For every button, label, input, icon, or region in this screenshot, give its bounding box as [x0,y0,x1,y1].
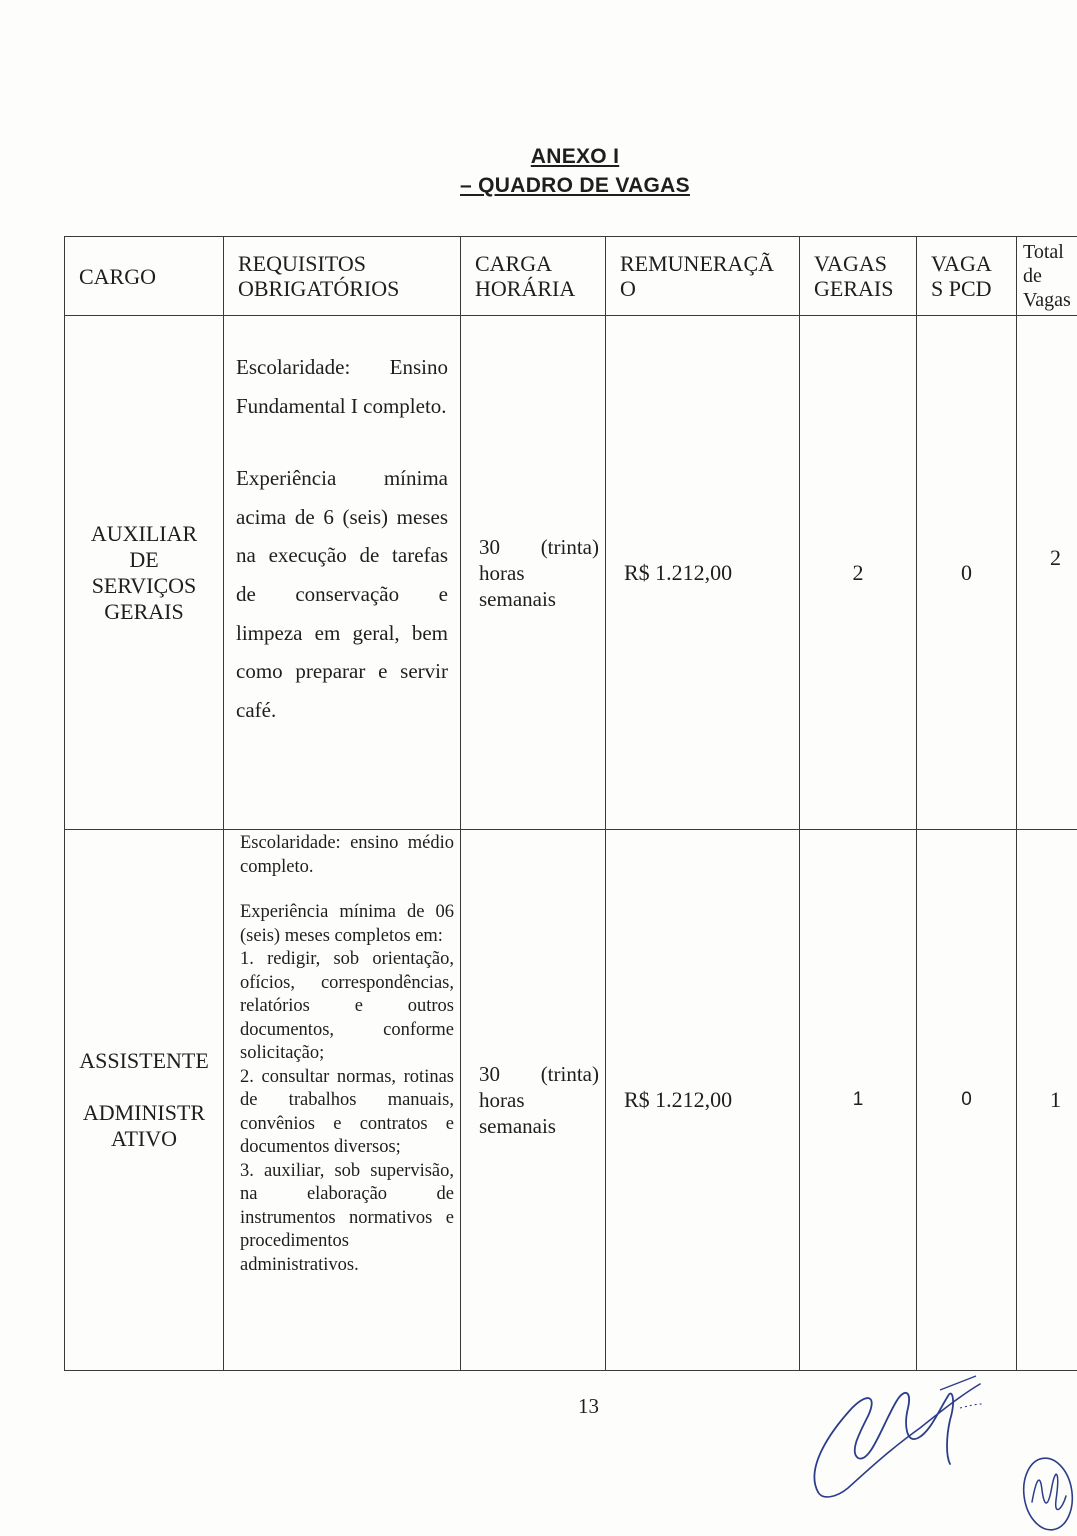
carga-cell: 30 (trinta) horas semanais [461,830,606,1371]
experiencia-text: Experiência mínima acima de 6 (seis) meses na execução de tarefas de conservação e limpeza em geral, bem como preparar e servir café. [236,466,448,722]
experiencia-intro-text: Experiência mínima de 06 (seis) meses completos em: [240,902,454,946]
annex-subtitle: – QUADRO DE VAGAS [460,174,690,197]
header-vagas-gerais: VAGAS GERAIS [800,237,917,316]
header-requisitos: REQUISITOS OBRIGATÓRIOS [224,237,461,316]
header-vagas-pcd: VAGA S PCD [917,237,1017,316]
remuneracao-cell: R$ 1.212,00 [606,316,800,830]
signature-image [800,1360,1077,1536]
requisitos-cell [224,316,461,830]
escolaridade-text: Escolaridade: ensino médio completo. [240,833,454,877]
table-row [65,316,1077,830]
escolaridade-text: Escolaridade: Ensino Fundamental I completo. [236,355,448,418]
table-header-row [65,237,1077,316]
vagas-gerais-cell: 1 [800,830,917,1371]
vagas-pcd-cell: 0 [917,316,1017,830]
cargo-cell: ASSISTENTE ADMINISTR ATIVO [65,830,224,1371]
carga-cell: 30 (trinta) horas semanais [461,316,606,830]
requisito-item-2: 2. consultar normas, rotinas de trabalhos manuais, convênios e contratos e documentos diversos; [240,1066,454,1157]
page-number: 13 [578,1394,599,1418]
header-total-vagas: Total de Vagas [1017,237,1077,316]
requisitos-cell [224,830,461,1371]
header-carga-horaria: CARGA HORÁRIA [461,237,606,316]
annex-title: ANEXO I [530,145,620,168]
header-cargo: CARGO [65,237,224,316]
remuneracao-cell: R$ 1.212,00 [606,830,800,1371]
vacancy-table [64,236,1077,1371]
vagas-pcd-cell: 0 [917,830,1017,1371]
header-remuneracao: REMUNERAÇÃ O [606,237,800,316]
requisito-item-1: 1. redigir, sob orientação, ofícios, correspondências, relatórios e outros documentos, conforme solicitação; [240,949,454,1063]
total-vagas-cell: 2 [1017,316,1077,830]
requisito-item-3: 3. auxiliar, sob supervisão, na elaboração de instrumentos normativos e procedimentos administrativos. [240,1160,454,1275]
total-vagas-cell: 1 [1017,830,1077,1371]
table-row [65,830,1077,1371]
vagas-gerais-cell: 2 [800,316,917,830]
cargo-cell: AUXILIAR DE SERVIÇOS GERAIS [65,316,224,830]
